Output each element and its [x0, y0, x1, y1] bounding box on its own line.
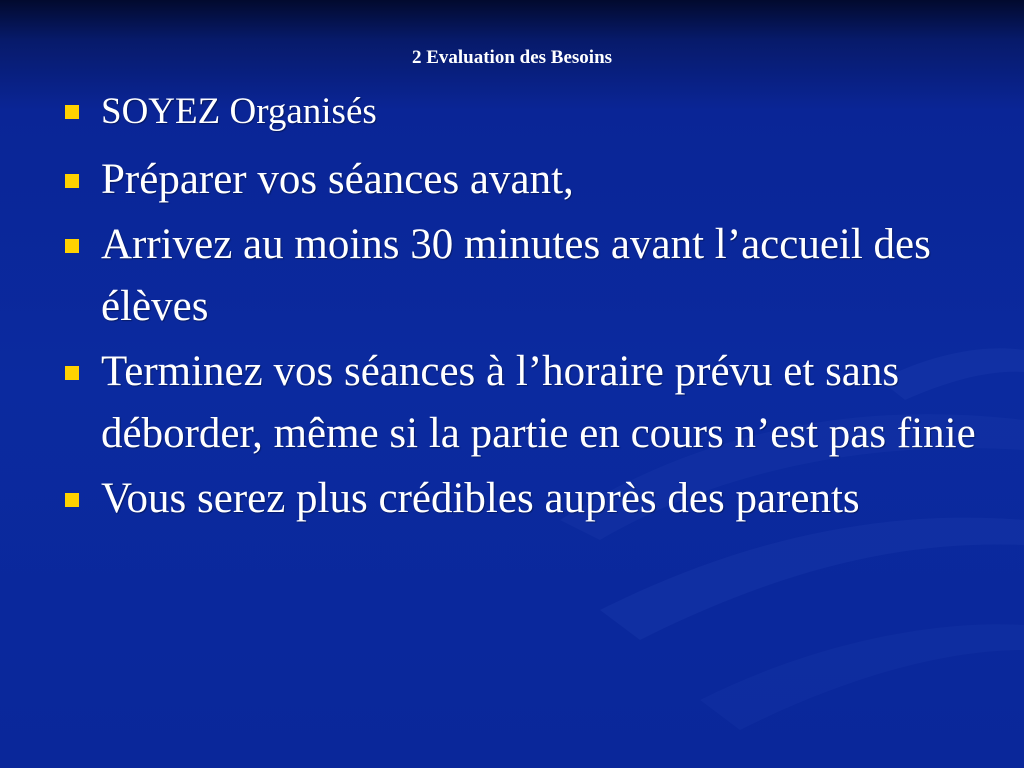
bullet-text: Préparer vos séances avant, [101, 156, 574, 203]
yellow-square-bullet-icon [65, 174, 79, 188]
bullet-item [60, 341, 980, 465]
bullet-text: Terminez vos séances à l’horaire prévu et sans déborder, même si la partie en cours n’est pas finie [101, 348, 976, 457]
bullet-list [60, 83, 980, 533]
bullet-item [60, 214, 980, 338]
yellow-square-bullet-icon [65, 105, 79, 119]
yellow-square-bullet-icon [65, 239, 79, 253]
bullet-text: Vous serez plus crédibles auprès des parents [101, 475, 860, 522]
yellow-square-bullet-icon [65, 493, 79, 507]
slide-title: 2 Evaluation des Besoins [411, 47, 613, 68]
bullet-text: SOYEZ Organisés [101, 91, 377, 132]
yellow-square-bullet-icon [65, 366, 79, 380]
bullet-item [60, 83, 980, 141]
bullet-text: Arrivez au moins 30 minutes avant l’accueil des élèves [101, 221, 931, 330]
bullet-item [60, 149, 980, 211]
bullet-item [60, 468, 980, 530]
